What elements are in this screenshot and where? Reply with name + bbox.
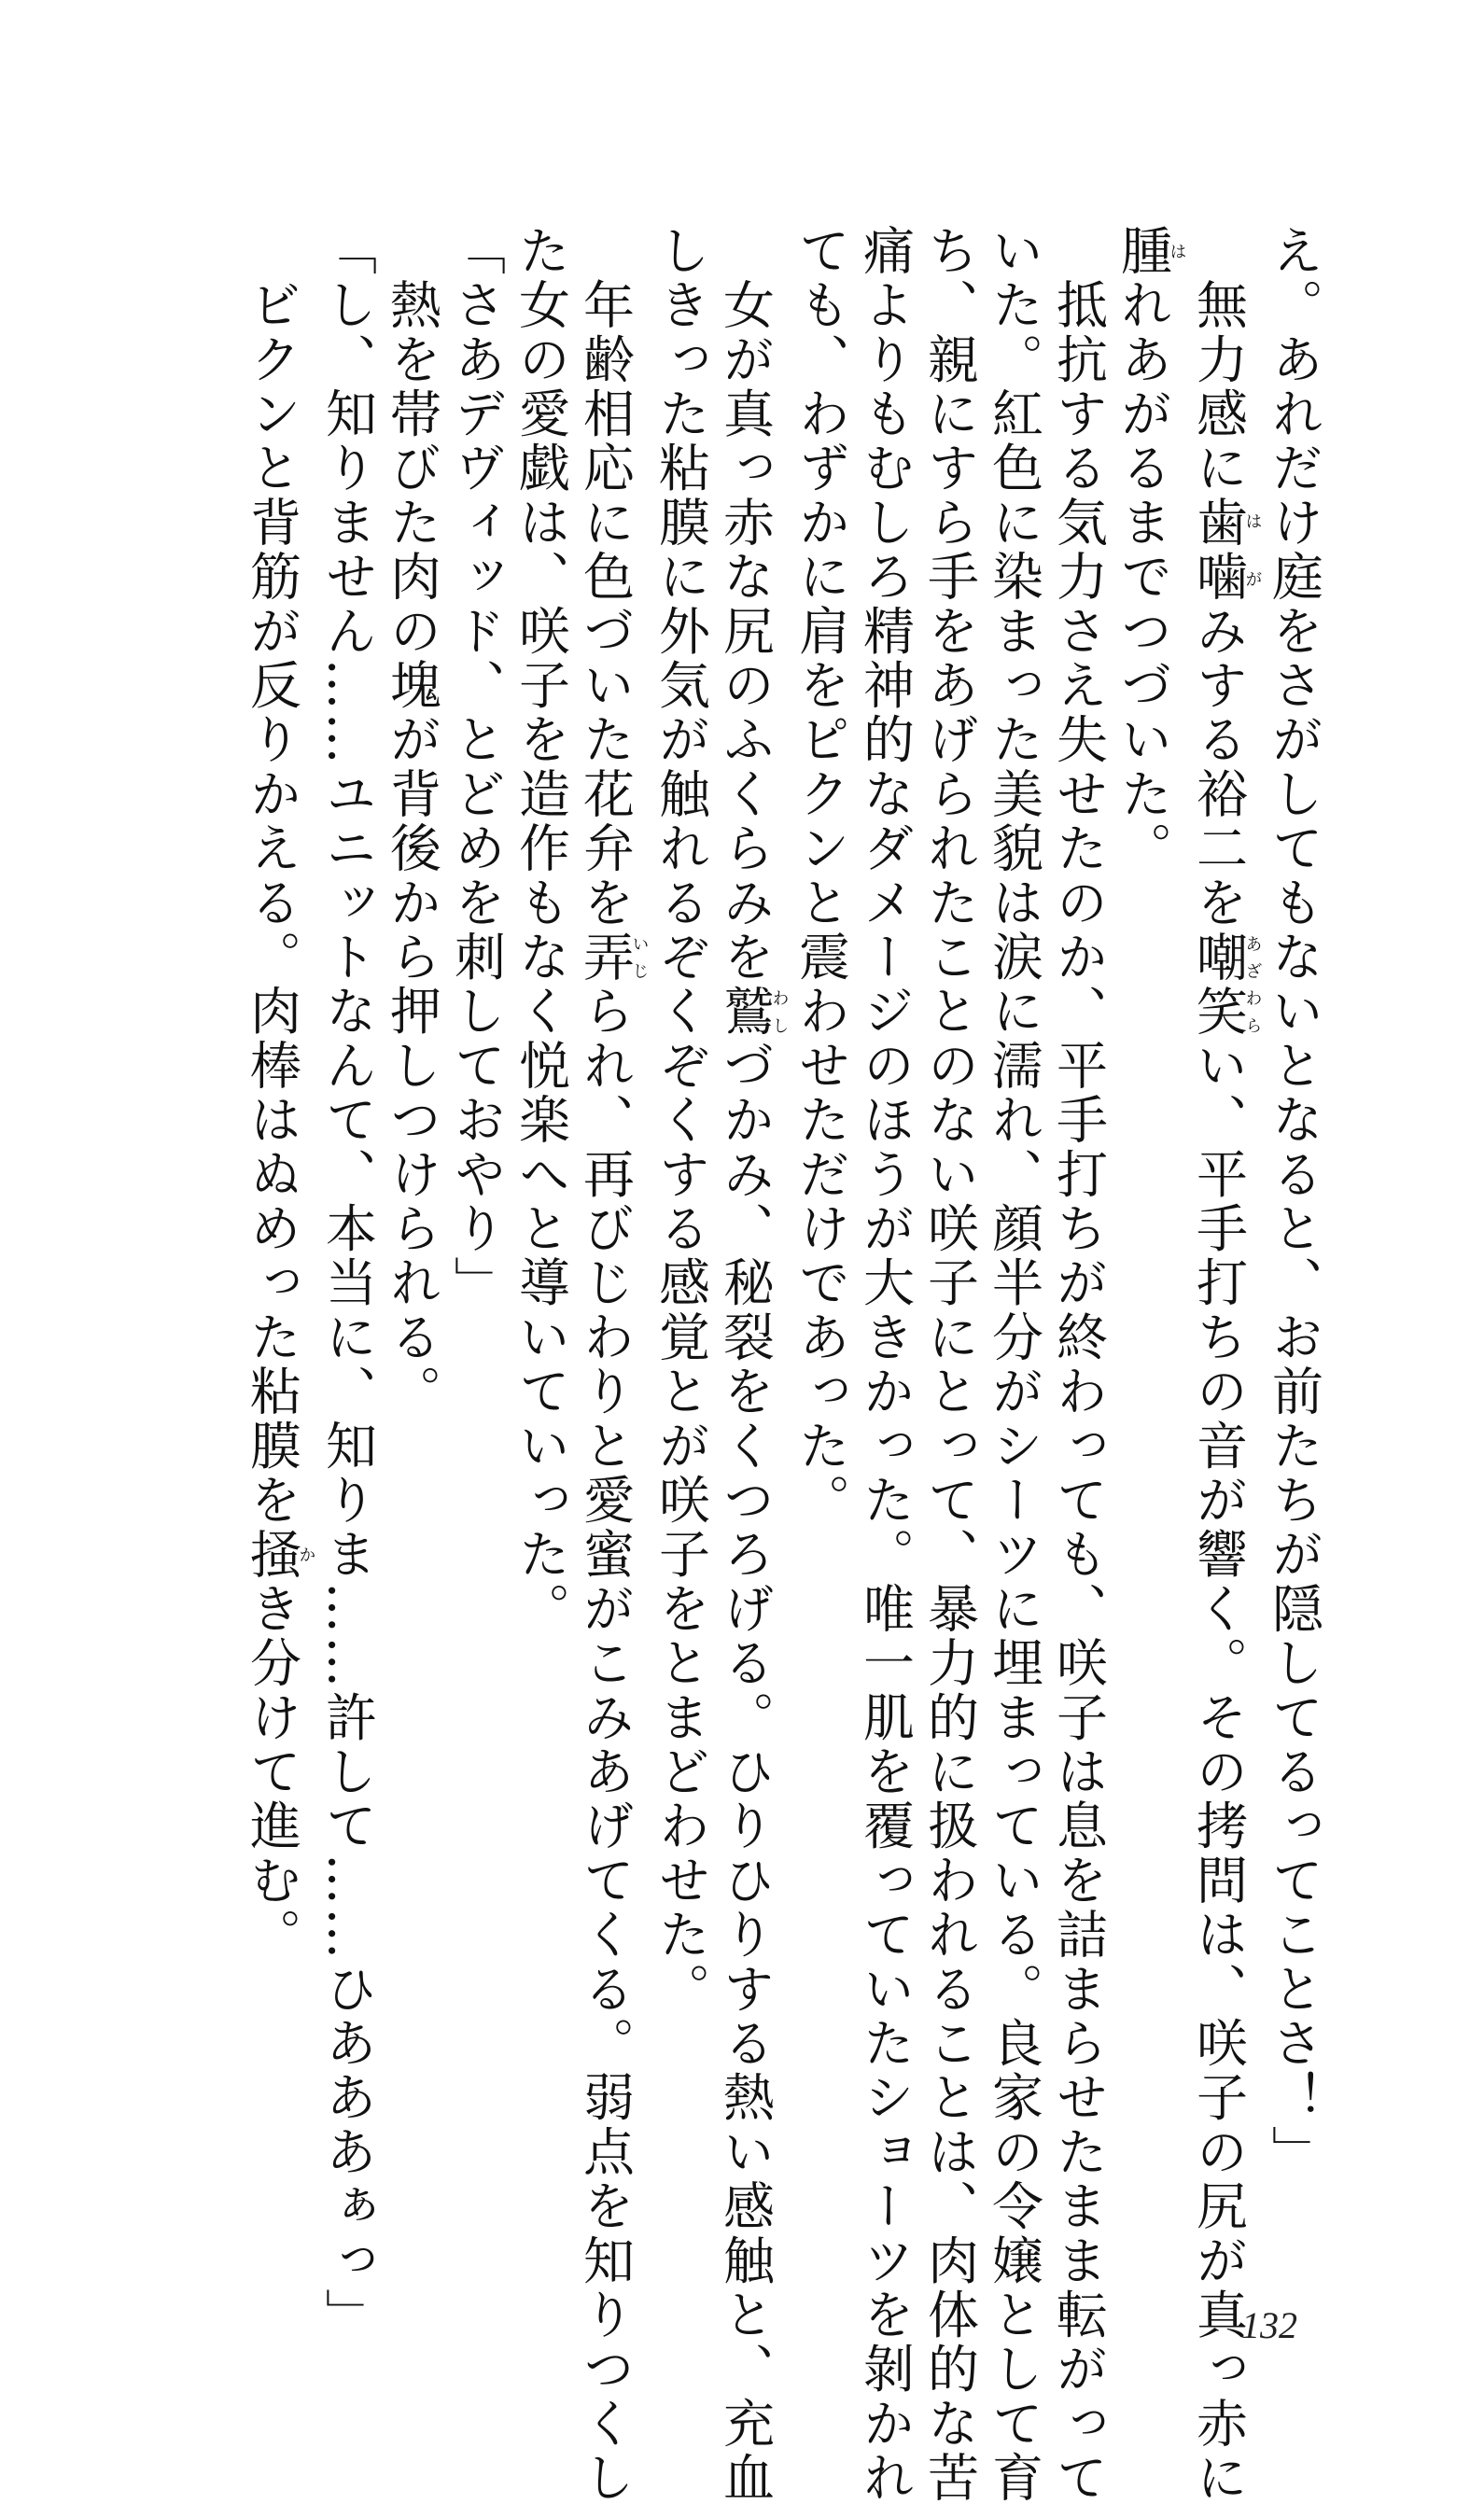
- text-line-12: た女の愛戯は、咲子を造作もなく悦楽へと導いていった。: [511, 224, 570, 1637]
- text-line-2: 無力感に歯噛はがみする裕二を嘲笑あざわらい、平手打ちの音が響く。その拷問は、咲子の尻が真っ赤に: [1188, 224, 1263, 2506]
- page-number: 132: [1241, 2304, 1297, 2346]
- text-line-13: 「さあデヴィッド、とどめを刺しておやり」: [446, 224, 506, 1310]
- text-line-7: 痛よりもむしろ精神的なダメージのほうが大きかった。唯一肌を覆っていたショーツを剝かれ: [855, 224, 915, 2506]
- vertical-text-block: [112, 224, 1325, 2506]
- text-line-11: 年齢相応に色づいた花弁を弄いじられ、再びじわりと愛蜜がこみあげてくる。弱点を知りつくし: [575, 224, 650, 2506]
- text-line-8: ても、わずかに肩をピクンと震わせただけであった。: [791, 224, 850, 1528]
- text-line-6: ち、親にすら手をあげられたことのない咲子にとって、暴力的に扱われることは、肉体的な苦: [919, 224, 979, 2506]
- text-line-9: 女が真っ赤な尻のふくらみを鷲わしづかみ、秘裂をくつろげる。ひりひりする熱い感触と、充血: [715, 224, 790, 2506]
- text-line-3: 腫はれあがるまでつづいた。: [1113, 224, 1187, 876]
- text-line-1: え。あれだけ庭をさがしてもないとなると、お前たちが隠してるってことさ！」: [1264, 224, 1323, 2180]
- text-line-5: いた。紅色に染まった美貌は涙に濡れ、顔半分がシーツに埋まっている。良家の令嬢として育: [984, 224, 1043, 2506]
- text-line-10: しきった粘膜に外気が触れるぞくぞくする感覚とが咲子をとまどわせた。: [651, 224, 710, 2017]
- text-line-16: ビクンと背筋が反りかえる。肉棒はぬめった粘膜を掻かき分けて進む。: [242, 224, 316, 1963]
- text-line-4: 抵抗する気力さえ失せたのか、平手打ちが終わっても、咲子は息を詰まらせたまま転がって: [1048, 224, 1108, 2506]
- text-line-14: 熱を帯びた肉の塊が背後から押しつけられる。: [382, 224, 441, 1420]
- text-line-15: 「し、知りません……ユニットなんて、本当に、知りま……許して……ひあああぁっ」: [317, 224, 377, 2343]
